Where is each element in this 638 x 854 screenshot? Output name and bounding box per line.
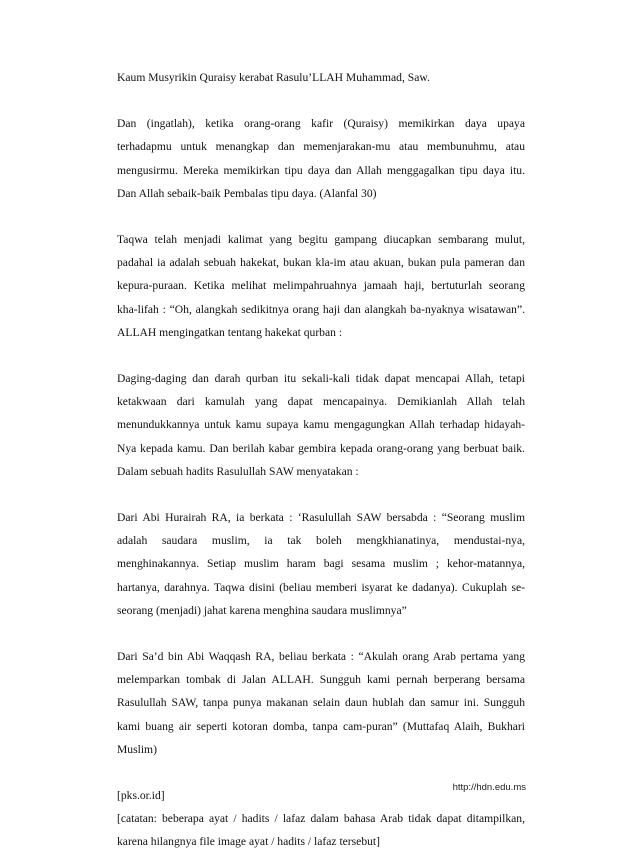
text-line: Dalam sebuah hadits Rasulullah SAW menyatakan : <box>117 464 359 478</box>
document-heading <box>117 66 525 89</box>
paragraph-source-note <box>117 784 525 854</box>
paragraph-gap <box>117 622 525 645</box>
text-line: ALLAH mengingatkan tentang hakekat qurban : <box>117 325 343 339</box>
paragraph-gap <box>117 344 525 367</box>
text-line: kami buang air seperti kotoran domba, tanpa cam-puran” (Muttafaq Alaih, Bukhari <box>117 719 525 733</box>
text-line: Dari Abi Hurairah RA, ia berkata : ‘Rasulullah SAW bersabda : “Seorang muslim <box>117 511 525 525</box>
text-line: adalah saudara muslim, ia tak boleh mengkhianatinya, mendustai-nya, <box>117 534 525 548</box>
paragraph-hadith-abu-hurairah <box>117 506 525 622</box>
footer-url: http://hdn.edu.ms <box>452 782 526 793</box>
text-line: kha-lifah : “Oh, alangkah sedikitnya orang haji dan alangkah ba-nyaknya wisatawan”. <box>117 302 525 316</box>
paragraph-quran-verse <box>117 112 525 205</box>
text-line: kepura-puraan. Ketika melihat melimpahruahnya jamaah haji, bertuturlah seorang <box>117 279 525 293</box>
paragraph-qurban <box>117 367 525 483</box>
text-line: karena hilangnya file image ayat / hadits / lafaz tersebut] <box>117 835 380 849</box>
paragraph-gap <box>117 205 525 228</box>
paragraph-gap <box>117 89 525 112</box>
text-line: ketakwaan dari kamulah yang dapat mencapainya. Demikianlah Allah telah <box>117 395 525 409</box>
text-line: hartanya, darahnya. Taqwa disini (beliau memberi isyarat ke dadanya). Cukuplah se- <box>117 580 525 594</box>
text-line: Nya kepada kamu. Dan berilah kabar gembira kepada orang-orang yang berbuat baik. <box>117 441 525 455</box>
text-line: menundukkannya untuk kamu supaya kamu mengagungkan Allah terhadap hidayah- <box>117 418 525 432</box>
text-line: mengusirmu. Mereka memikirkan tipu daya dan Allah menggagalkan tipu daya itu. <box>117 163 525 177</box>
source-citation: [pks.or.id] <box>117 789 165 803</box>
text-line: Taqwa telah menjadi kalimat yang begitu gampang diucapkan sembarang mulut, <box>117 233 525 247</box>
text-line: melemparkan tombak di Jalan ALLAH. Sungguh kami pernah berperang bersama <box>117 673 525 687</box>
text-line: terhadapmu untuk menangkap dan memenjarakan-mu atau membunuhmu, atau <box>117 140 525 154</box>
text-line: [catatan: beberapa ayat / hadits / lafaz dalam bahasa Arab tidak dapat ditampilkan, <box>117 812 525 826</box>
document-body <box>117 66 525 854</box>
paragraph-hadith-sad <box>117 645 525 761</box>
text-line: menghinakannya. Setiap muslim haram bagi sesama muslim ; kehor-matannya, <box>117 557 525 571</box>
paragraph-gap <box>117 761 525 784</box>
text-line: Dari Sa’d bin Abi Waqqash RA, beliau berkata : “Akulah orang Arab pertama yang <box>117 650 525 664</box>
paragraph-taqwa <box>117 228 525 344</box>
paragraph-gap <box>117 483 525 506</box>
text-line: Dan (ingatlah), ketika orang-orang kafir (Quraisy) memikirkan daya upaya <box>117 117 525 131</box>
text-line: seorang (menjadi) jahat karena menghina saudara muslimnya” <box>117 603 407 617</box>
text-line: padahal ia adalah sebuah hakekat, bukan kla-im atau akuan, bukan pula pameran dan <box>117 256 525 270</box>
text-line: Dan Allah sebaik-baik Pembalas tipu daya. (Alanfal 30) <box>117 186 377 200</box>
text-line: Muslim) <box>117 742 157 756</box>
text-line: Rasulullah SAW, tanpa punya makanan selain daun hublah dan samur ini. Sungguh <box>117 696 525 710</box>
text-line: Kaum Musyrikin Quraisy kerabat Rasulu’LLAH Muhammad, Saw. <box>117 71 430 84</box>
text-line: Daging-daging dan darah qurban itu sekali-kali tidak dapat mencapai Allah, tetapi <box>117 372 525 386</box>
